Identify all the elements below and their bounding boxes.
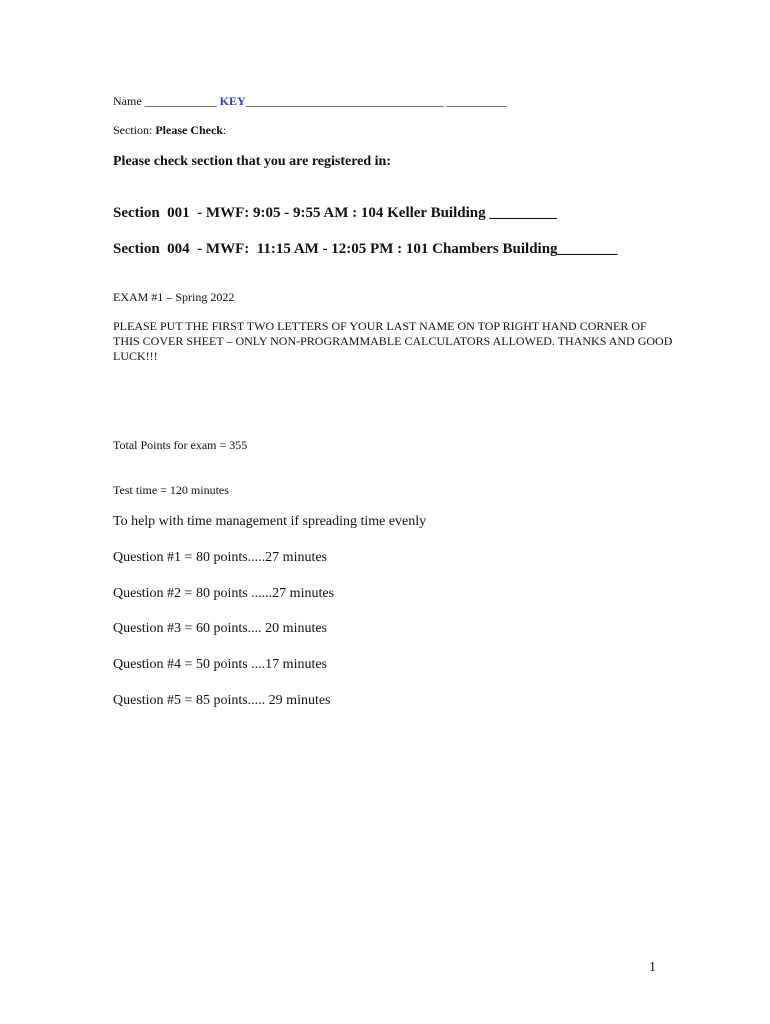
question-2-allocation: Question #2 = 80 points ......27 minutes [113,586,335,601]
question-4-allocation: Question #4 = 50 points ....17 minutes [113,657,328,672]
question-5-allocation: Question #5 = 85 points..... 29 minutes [113,693,331,708]
exam-title: EXAM #1 – Spring 2022 [113,290,235,304]
question-1-allocation: Question #1 = 80 points.....27 minutes [113,550,328,565]
section-label: Section: [113,123,156,137]
time-management-heading: To help with time management if spreading time evenly [113,514,427,529]
page-number: 1 [649,960,656,975]
section-option-001: Section 001 - MWF: 9:05 - 9:55 AM : 104 Keller Building _________ [113,205,557,221]
exam-notice: PLEASE PUT THE FIRST TWO LETTERS OF YOUR LAST NAME ON TOP RIGHT HAND CORNER OF THIS COVER SHEET – ONLY NON-PROGRAMMABLE CALCULATORS ALLOWED. THANKS AND GOOD LUCK!!! [113,319,673,363]
section-line [113,123,226,138]
section-option-004: Section 004 - MWF: 11:15 AM - 12:05 PM : 101 Chambers Building________ [113,241,618,257]
name-underline: _________________________________ __________ [245,94,507,108]
section-value: Please Check [155,123,223,137]
section-instruction: Please check section that you are registered in: [113,154,392,169]
total-points: Total Points for exam = 355 [113,438,248,452]
name-value: KEY [219,94,246,108]
test-time: Test time = 120 minutes [113,483,229,497]
question-3-allocation: Question #3 = 60 points.... 20 minutes [113,621,328,636]
name-line [113,94,507,109]
section-colon: : [222,123,227,137]
name-label: Name ____________ [113,94,220,108]
